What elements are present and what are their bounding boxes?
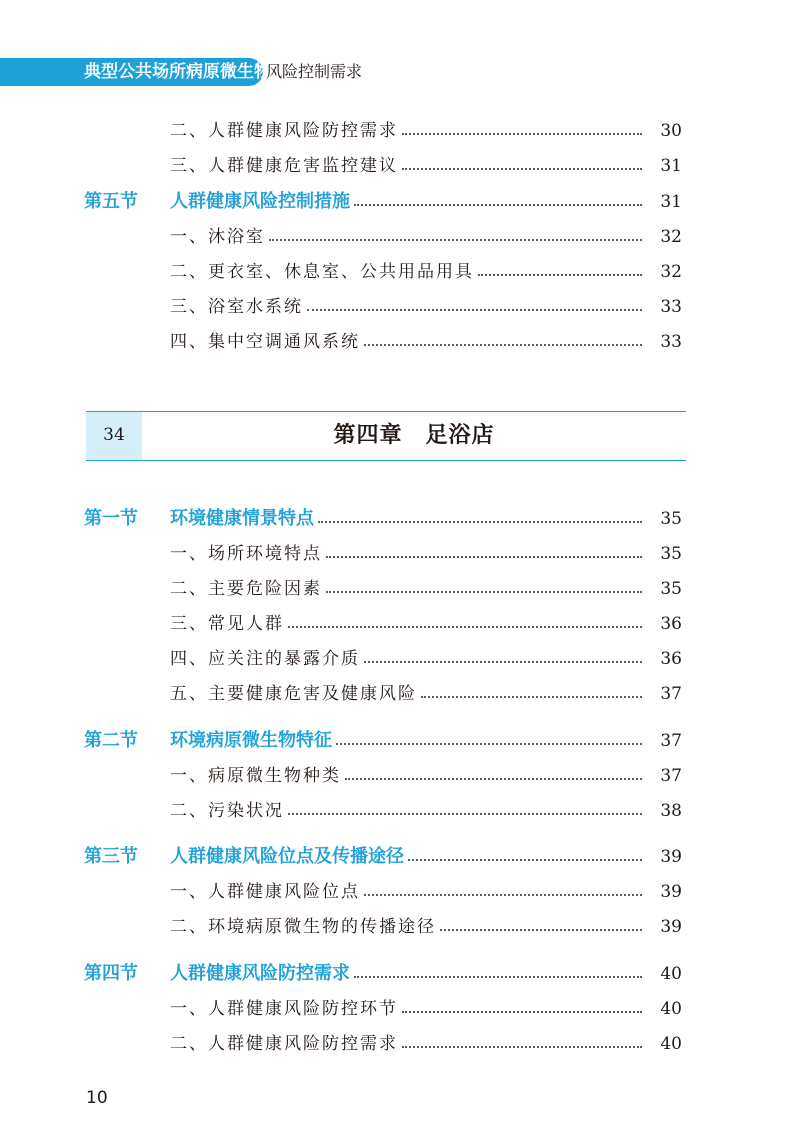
toc-item[interactable] (0, 993, 800, 1021)
toc-item-text: 二、更衣室、休息室、公共用品用具 (170, 262, 474, 282)
toc-item-text: 一、人群健康风险位点 (170, 882, 360, 902)
toc-page-number: 37 (660, 766, 682, 786)
toc-section[interactable] (0, 958, 800, 986)
toc-page-number: 33 (660, 297, 682, 317)
toc-leader (288, 813, 642, 815)
toc-item-text: 四、应关注的暴露介质 (170, 649, 360, 669)
toc-leader (364, 661, 642, 663)
toc-page-number: 40 (660, 964, 682, 984)
toc-page-number: 35 (660, 579, 682, 599)
toc-leader (326, 591, 642, 593)
toc-item[interactable] (0, 221, 800, 249)
toc-section[interactable] (0, 725, 800, 753)
toc-page-number: 32 (660, 227, 682, 247)
toc-page-number: 36 (660, 614, 682, 634)
toc-page-number: 32 (660, 262, 682, 282)
toc-item[interactable] (0, 291, 800, 319)
toc-page-number: 37 (660, 684, 682, 704)
toc-item-text: 二、主要危险因素 (170, 579, 322, 599)
toc-leader (402, 1046, 642, 1048)
toc-item[interactable] (0, 911, 800, 939)
toc-leader (354, 204, 642, 206)
toc-leader (402, 133, 642, 135)
toc-section-label: 第一节 (84, 508, 138, 529)
toc-section-label: 第四节 (84, 963, 138, 984)
toc-page-number: 30 (660, 121, 682, 141)
toc-page-number: 31 (660, 192, 682, 212)
chapter-page-number: 34 (86, 412, 142, 460)
toc-leader (402, 168, 642, 170)
toc-item-text: 三、人群健康危害监控建议 (170, 156, 398, 176)
running-header (0, 58, 800, 86)
toc-leader (364, 894, 642, 896)
toc-section-title: 环境健康情景特点 (170, 508, 314, 529)
toc-item-text: 四、集中空调通风系统 (170, 332, 360, 352)
toc-page-number: 40 (660, 1034, 682, 1054)
toc-item-text: 一、场所环境特点 (170, 544, 322, 564)
toc-leader (345, 778, 642, 780)
toc-item[interactable] (0, 795, 800, 823)
toc-item-text: 三、常见人群 (170, 614, 284, 634)
book-subtitle: 风险控制需求 (266, 62, 363, 81)
chapter-banner[interactable] (86, 411, 686, 461)
toc-item-text: 五、主要健康危害及健康风险 (170, 684, 417, 704)
toc-section-label: 第二节 (84, 730, 138, 751)
toc-section-title: 人群健康风险防控需求 (170, 963, 350, 984)
book-title: 典型公共场所病原微生物 (84, 62, 271, 82)
toc-leader (288, 626, 642, 628)
toc-item-text: 三、浴室水系统 (170, 297, 303, 317)
toc-item[interactable] (0, 538, 800, 566)
toc-leader (336, 743, 642, 745)
toc-section-title: 人群健康风险位点及传播途径 (170, 846, 404, 867)
toc-item[interactable] (0, 256, 800, 284)
toc-item-text: 二、污染状况 (170, 801, 284, 821)
toc-page-number: 39 (660, 917, 682, 937)
toc-leader (318, 521, 642, 523)
toc-item-text: 二、人群健康风险防控需求 (170, 1034, 398, 1054)
toc-item[interactable] (0, 573, 800, 601)
toc-leader (440, 929, 642, 931)
toc-leader (421, 696, 642, 698)
toc-item[interactable] (0, 876, 800, 904)
toc-section[interactable] (0, 186, 800, 214)
toc-section[interactable] (0, 841, 800, 869)
toc-item[interactable] (0, 608, 800, 636)
toc-page-number: 36 (660, 649, 682, 669)
toc-item-text: 一、病原微生物种类 (170, 766, 341, 786)
toc-leader (478, 274, 642, 276)
chapter-title: 第四章 足浴店 (333, 422, 495, 448)
toc-section-label: 第三节 (84, 846, 138, 867)
toc-page-number: 33 (660, 332, 682, 352)
toc-item[interactable] (0, 678, 800, 706)
toc-leader (354, 976, 642, 978)
toc-section-label: 第五节 (84, 191, 138, 212)
toc-page-number: 39 (660, 847, 682, 867)
page-number: 10 (86, 1088, 108, 1108)
toc-page-number: 38 (660, 801, 682, 821)
toc-page-number: 35 (660, 509, 682, 529)
toc-leader (402, 1011, 642, 1013)
toc-item-text: 二、环境病原微生物的传播途径 (170, 917, 436, 937)
toc-page-number: 31 (660, 156, 682, 176)
toc-section-title: 环境病原微生物特征 (170, 730, 332, 751)
toc-item[interactable] (0, 326, 800, 354)
toc-section[interactable] (0, 503, 800, 531)
toc-item[interactable] (0, 760, 800, 788)
toc-leader (408, 859, 642, 861)
toc-page-number: 40 (660, 999, 682, 1019)
toc-item[interactable] (0, 150, 800, 178)
toc-leader (307, 309, 642, 311)
toc-section-title: 人群健康风险控制措施 (170, 191, 350, 212)
toc-leader (269, 239, 642, 241)
toc-item[interactable] (0, 643, 800, 671)
toc-item[interactable] (0, 1028, 800, 1056)
toc-item-text: 一、沐浴室 (170, 227, 265, 247)
toc-page-number: 35 (660, 544, 682, 564)
toc-leader (364, 344, 642, 346)
toc-item[interactable] (0, 115, 800, 143)
toc-item-text: 一、人群健康风险防控环节 (170, 999, 398, 1019)
toc-leader (326, 556, 642, 558)
toc-page-number: 39 (660, 882, 682, 902)
toc-page-number: 37 (660, 731, 682, 751)
toc-item-text: 二、人群健康风险防控需求 (170, 121, 398, 141)
